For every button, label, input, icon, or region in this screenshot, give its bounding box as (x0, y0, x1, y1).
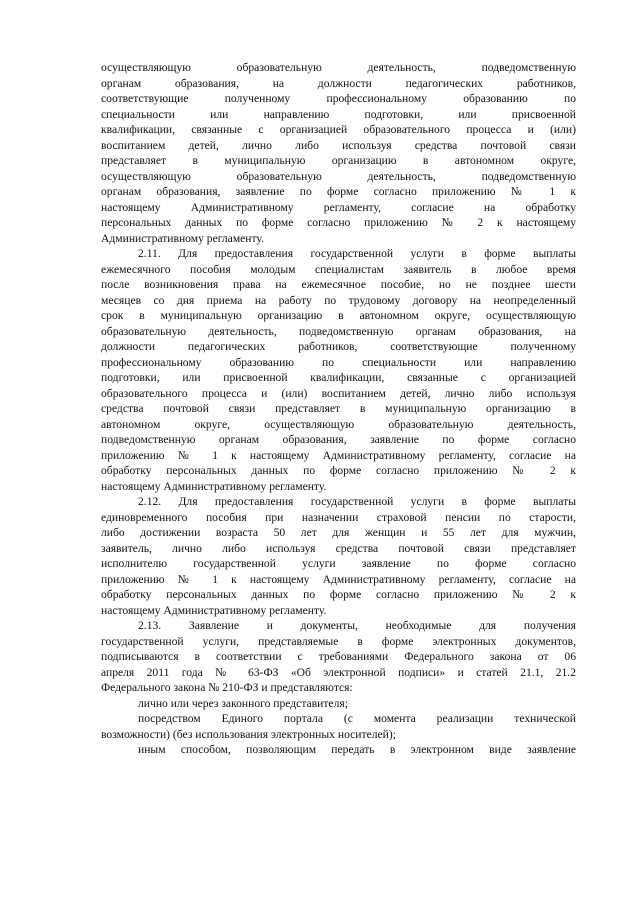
text-line: Административному регламенту. (101, 231, 264, 245)
text-line: ежемесячного пособия молодым специалистам заявитель в любое время (101, 262, 576, 276)
text-line: должности педагогических работников, соответствующие полученному (101, 340, 576, 353)
text-line: персональных данных по форме согласно приложению № 2 к настоящему (101, 216, 576, 229)
text-line: квалификации, связанные с организацией образовательного процесса и (или) (101, 123, 576, 136)
text-line: профессиональному образованию по специальности или направлению (101, 355, 576, 369)
text-line: органам образования, на должности педагогических работников, (101, 76, 576, 90)
text-line: обработку персональных данных по форме согласно приложению № 2 к (101, 464, 576, 477)
text-line: единовременного пособия при назначении страховой пенсии по старости, (101, 510, 576, 524)
text-line: воспитанием детей, лично либо используя средства почтовой связи (101, 138, 576, 152)
text-line: настоящему Административному регламенту. (101, 603, 327, 617)
text-line: средства почтовой связи представляет в муниципальную организацию в (101, 402, 576, 415)
text-line: лично или через законного представителя; (138, 696, 348, 710)
text-line: осуществляющую образовательную деятельность, подведомственную (101, 169, 576, 183)
text-line: подписываются в соответствии с требованиями Федерального закона от 06 (101, 650, 576, 663)
text-line: подготовки, или присвоенной квалификации, связанные с организацией (101, 371, 576, 384)
text-line: 2.13. Заявление и документы, необходимые для получения (138, 619, 576, 632)
text-line: приложению № 1 к настоящему Административному регламенту, согласие на (101, 448, 576, 462)
text-line: месяцев со дня приема на работу по трудовому договору на неопределенный (101, 293, 576, 307)
text-line: образовательного процесса и (или) воспитанием детей, лично либо используя (101, 386, 576, 400)
text-line: представляет в муниципальную организацию в автономном округе, (101, 154, 576, 167)
text-line: исполнителю государственной услуги заявление по форме согласно (101, 557, 576, 570)
text-line: настоящему Административному регламенту, согласие на обработку (101, 200, 576, 214)
text-line: автономном округе, осуществляющую образовательную деятельность, (101, 417, 576, 431)
document-body (101, 60, 576, 758)
text-line: Федерального закона № 210-ФЗ и представляются: (101, 681, 353, 694)
text-line: иным способом, позволяющим передать в электронном виде заявление (138, 743, 576, 756)
text-line: возможности) (без использования электронных носителей); (101, 727, 396, 741)
text-line: обработку персональных данных по форме согласно приложению № 2 к (101, 588, 576, 601)
text-line: государственной услуги, представляемые в форме электронных документов, (101, 634, 576, 648)
text-line: подведомственную органам образования, заявление по форме согласно (101, 433, 576, 446)
text-line: приложению № 1 к настоящему Административному регламенту, согласие на (101, 572, 576, 586)
text-line: образовательную деятельность, подведомственную органам образования, на (101, 324, 576, 338)
text-line: органам образования, заявление по форме согласно приложению № 1 к (101, 185, 576, 198)
text-line: 2.12. Для предоставления государственной услуги в форме выплаты (138, 495, 576, 508)
text-line: соответствующие полученному профессиональному образованию по (101, 92, 576, 105)
text-line: настоящему Административному регламенту. (101, 479, 327, 493)
text-line: срок в муниципальную организацию в автономном округе, осуществляющую (101, 309, 576, 322)
text-line: апреля 2011 года № 63-ФЗ «Об электронной подписи» и статей 21.1, 21.2 (101, 665, 576, 679)
text-line: после возникновения права на ежемесячное пособие, но не позднее шести (101, 278, 576, 291)
text-line: специальности или направлению подготовки, или присвоенной (101, 107, 576, 121)
text-line: заявитель, лично либо используя средства почтовой связи представляет (101, 541, 576, 555)
text-line: осуществляющую образовательную деятельность, подведомственную (101, 61, 576, 74)
text-line: либо достижении возраста 50 лет для женщин и 55 лет для мужчин, (101, 526, 576, 539)
text-line: посредством Единого портала (с момента реализации технической (138, 712, 576, 725)
text-line: 2.11. Для предоставления государственной услуги в форме выплаты (138, 247, 576, 260)
